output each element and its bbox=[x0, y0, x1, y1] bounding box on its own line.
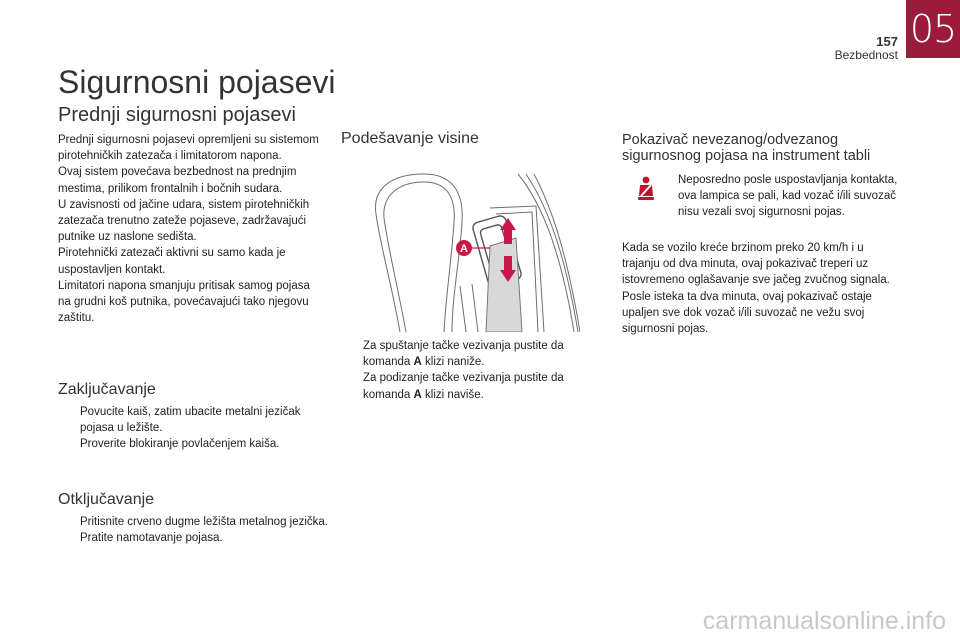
intro-paragraph: Prednji sigurnosni pojasevi opremljeni su sistemom pirotehničkih zatezača i limitatorom napona. bbox=[58, 134, 319, 163]
list-item-text: Za spuštanje tačke vezivanja pustite da komanda bbox=[363, 340, 564, 369]
intro-paragraph: Pirotehnički zatezači aktivni su samo kada je uspostavljen kontakt. bbox=[58, 247, 286, 276]
indicator-title: Pokazivač nevezanog/odvezanog sigurnosnog pojasa na instrument tabli bbox=[622, 132, 871, 164]
height-list bbox=[341, 338, 591, 403]
page-subtitle: Prednji sigurnosni pojasevi bbox=[58, 104, 296, 126]
unlocking-list bbox=[58, 514, 328, 546]
intro-paragraph: Limitatori napona smanjuju pritisak samog pojasa na grudni koš putnika, povećavajući tako njegovu zaštitu. bbox=[58, 279, 310, 325]
locking-title: Zaključavanje bbox=[58, 381, 156, 398]
list-item bbox=[58, 530, 328, 546]
list-item bbox=[58, 436, 328, 452]
list-item bbox=[58, 404, 328, 436]
indicator-text: Kada se vozilo kreće brzinom preko 20 km/h i u trajanju od dva minuta, ovaj pokazivač treperi uz istovremeno oglašavanje sve jačeg zvučnog signala. Posle isteka ta dva minuta, ovaj pokazivač ostaje upaljen sve dok vozač i/ili suvozač ne vežu svoj sigurnosni pojas. bbox=[622, 242, 890, 336]
intro-text bbox=[58, 132, 320, 326]
list-item-text: Proverite blokiranje povlačenjem kaiša. bbox=[80, 438, 280, 451]
seatbelt-height-figure bbox=[340, 166, 580, 332]
watermark: carmanualsonline.info bbox=[702, 607, 946, 635]
locking-list bbox=[58, 404, 328, 453]
list-item-text: Pratite namotavanje pojasa. bbox=[80, 532, 223, 545]
unlocking-title: Otključavanje bbox=[58, 491, 155, 508]
height-title: Podešavanje visine bbox=[341, 130, 479, 147]
control-key: A bbox=[413, 388, 422, 401]
list-item-text: klizi naviše. bbox=[421, 388, 484, 401]
list-item-text: Povucite kaiš, zatim ubacite metalni jezičak pojasa u ležište. bbox=[80, 406, 301, 435]
warning-text: Neposredno posle uspostavljanja kontakta, ova lampica se pali, kad vozač i/ili suvozač nisu vezali svoj sigurnosni pojas. bbox=[678, 174, 898, 219]
list-item-text: Pritisnite crveno dugme ležišta metalnog jezička. bbox=[80, 516, 329, 528]
intro-paragraph: Ovaj sistem povećava bezbednost na prednjim mestima, prilikom frontalnih i bočnih sudara. bbox=[58, 166, 297, 195]
callout-a-label: A bbox=[460, 243, 468, 255]
page-title: Sigurnosni pojasevi bbox=[58, 64, 336, 100]
list-item bbox=[341, 338, 591, 370]
section-label: Bezbednost bbox=[834, 48, 898, 62]
seatbelt-warning-icon bbox=[634, 176, 658, 204]
list-item bbox=[341, 370, 591, 402]
chapter-tab: 05 bbox=[906, 0, 960, 58]
list-item bbox=[58, 514, 328, 530]
intro-paragraph: U zavisnosti od jačine udara, sistem pirotehničkih zatezača trenutno zateže pojaseve, zadržavajući putnike uz naslone sedišta. bbox=[58, 198, 310, 244]
page-number: 157 bbox=[876, 34, 898, 49]
list-item-text: Za podizanje tačke vezivanja pustite da komanda bbox=[363, 372, 564, 401]
control-key: A bbox=[413, 356, 422, 369]
list-item-text: klizi naniže. bbox=[421, 356, 485, 369]
